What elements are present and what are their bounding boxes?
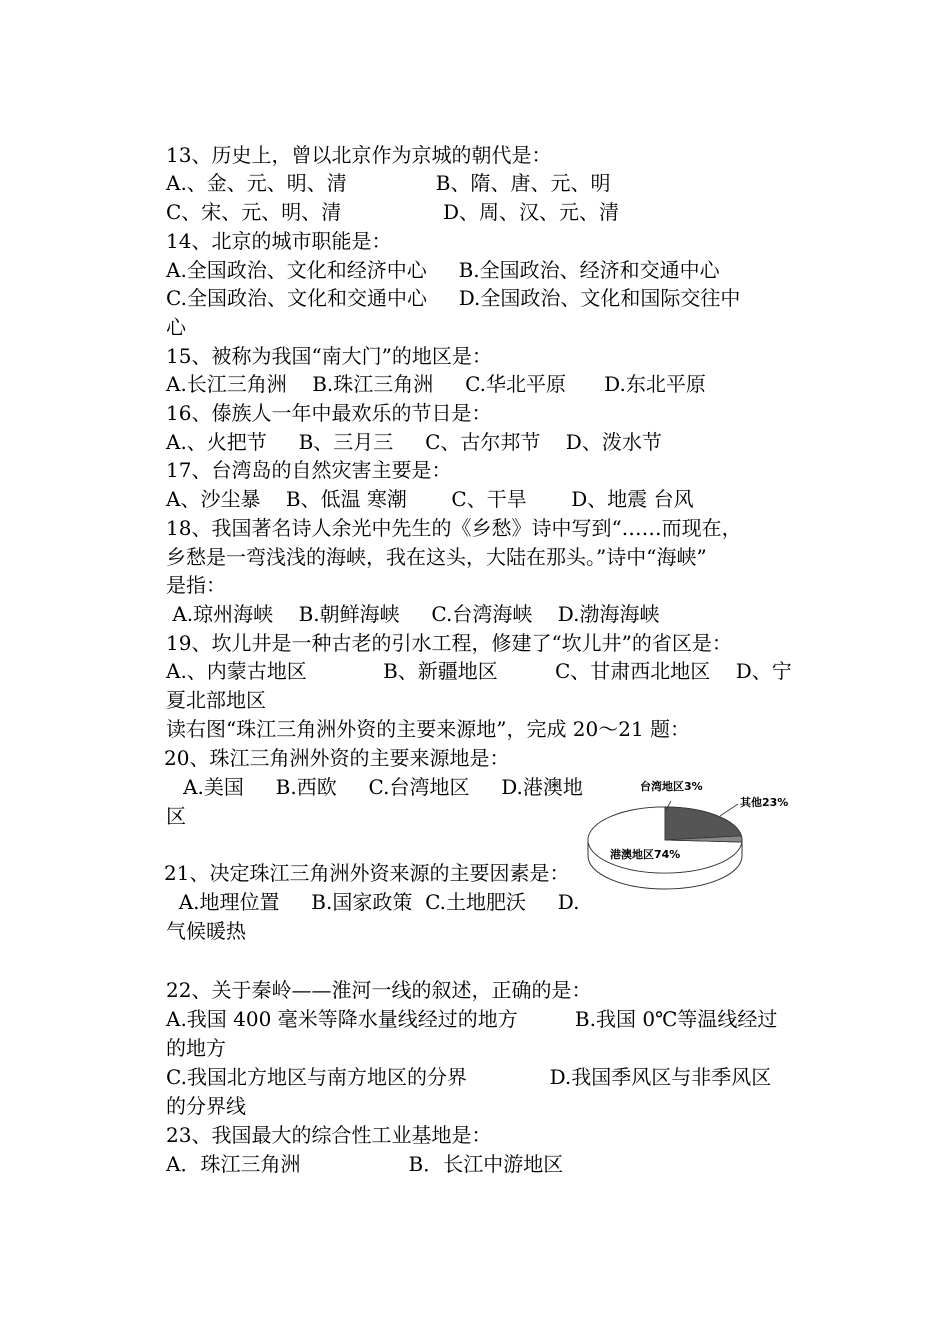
question-14: 14、北京的城市职能是： (166, 229, 392, 253)
question-17: 17、台湾岛的自然灾害主要是： (166, 458, 452, 482)
reading-instruction: 读右图“珠江三角洲外资的主要来源地”，完成 20～21 题： (166, 717, 691, 741)
foreign-investment-pie-chart (580, 770, 810, 890)
q13-options-ab: A.、金、元、明、清 B、隋、唐、元、明 (166, 171, 611, 195)
q21-options: A.地理位置 B.国家政策 C.土地肥沃 D. (166, 890, 580, 914)
question-23: 23、我国最大的综合性工业基地是： (166, 1123, 492, 1147)
question-20: 20、珠江三角洲外资的主要来源地是： (164, 746, 510, 770)
question-19: 19、坎儿井是一种古老的引水工程，修建了“坎儿井”的省区是： (166, 631, 732, 655)
pie-label-hkmacao: 港澳地区74% (610, 848, 681, 861)
pie-label-other: 其他23% (740, 796, 789, 809)
q19-options-cont: 夏北部地区 (166, 688, 266, 712)
q21-options-cont: 气候暖热 (166, 919, 246, 943)
q20-options: A.美国 B.西欧 C.台湾地区 D.港澳地 (164, 775, 583, 799)
q18-options: A.琼州海峡 B.朝鲜海峡 C.台湾海峡 D.渤海海峡 (166, 602, 660, 626)
question-13: 13、历史上，曾以北京作为京城的朝代是： (166, 143, 552, 167)
q19-options: A.、内蒙古地区 B、新疆地区 C、甘肃西北地区 D、宁 (166, 659, 792, 683)
q14-options-ab: A.全国政治、文化和经济中心 B.全国政治、经济和交通中心 (166, 258, 720, 282)
question-18-cont: 乡愁是一弯浅浅的海峡，我在这头，大陆在那头。”诗中“海峡” (166, 545, 707, 569)
pie-slice-other (665, 807, 741, 840)
question-16: 16、傣族人一年中最欢乐的节日是： (166, 401, 492, 425)
q22-options-ab: A.我国 400 毫米等降水量线经过的地方 B.我国 0℃等温线经过 (166, 1007, 778, 1031)
question-18: 18、我国著名诗人余光中先生的《乡愁》诗中写到“……而现在， (166, 516, 742, 540)
question-22: 22、关于秦岭——淮河一线的叙述，正确的是： (166, 978, 592, 1002)
q17-options: A、沙尘暴 B、低温 寒潮 C、干旱 D、地震 台风 (166, 487, 694, 511)
q16-options: A.、火把节 B、三月三 C、古尔邦节 D、泼水节 (166, 430, 662, 454)
q23-options: A．珠江三角洲 B．长江中游地区 (166, 1152, 564, 1176)
q22-options-ab-cont: 的地方 (166, 1036, 226, 1060)
other-leader-line (720, 804, 738, 816)
q20-options-cont: 区 (166, 804, 186, 828)
q15-options: A.长江三角洲 B.珠江三角洲 C.华北平原 D.东北平原 (166, 372, 706, 396)
q13-options-cd: C、宋、元、明、清 D、周、汉、元、清 (166, 200, 620, 224)
pie-label-taiwan: 台湾地区3% (640, 780, 703, 793)
question-21: 21、决定珠江三角洲外资来源的主要因素是： (164, 861, 570, 885)
q22-options-cd-cont: 的分界线 (166, 1094, 246, 1118)
q14-options-cd: C.全国政治、文化和交通中心 D.全国政治、文化和国际交往中 (166, 286, 741, 310)
q14-options-cd-cont: 心 (166, 315, 186, 339)
question-18-cont2: 是指： (166, 573, 226, 597)
question-15: 15、被称为我国“南大门”的地区是： (166, 344, 492, 368)
q22-options-cd: C.我国北方地区与南方地区的分界 D.我国季风区与非季风区 (166, 1065, 772, 1089)
